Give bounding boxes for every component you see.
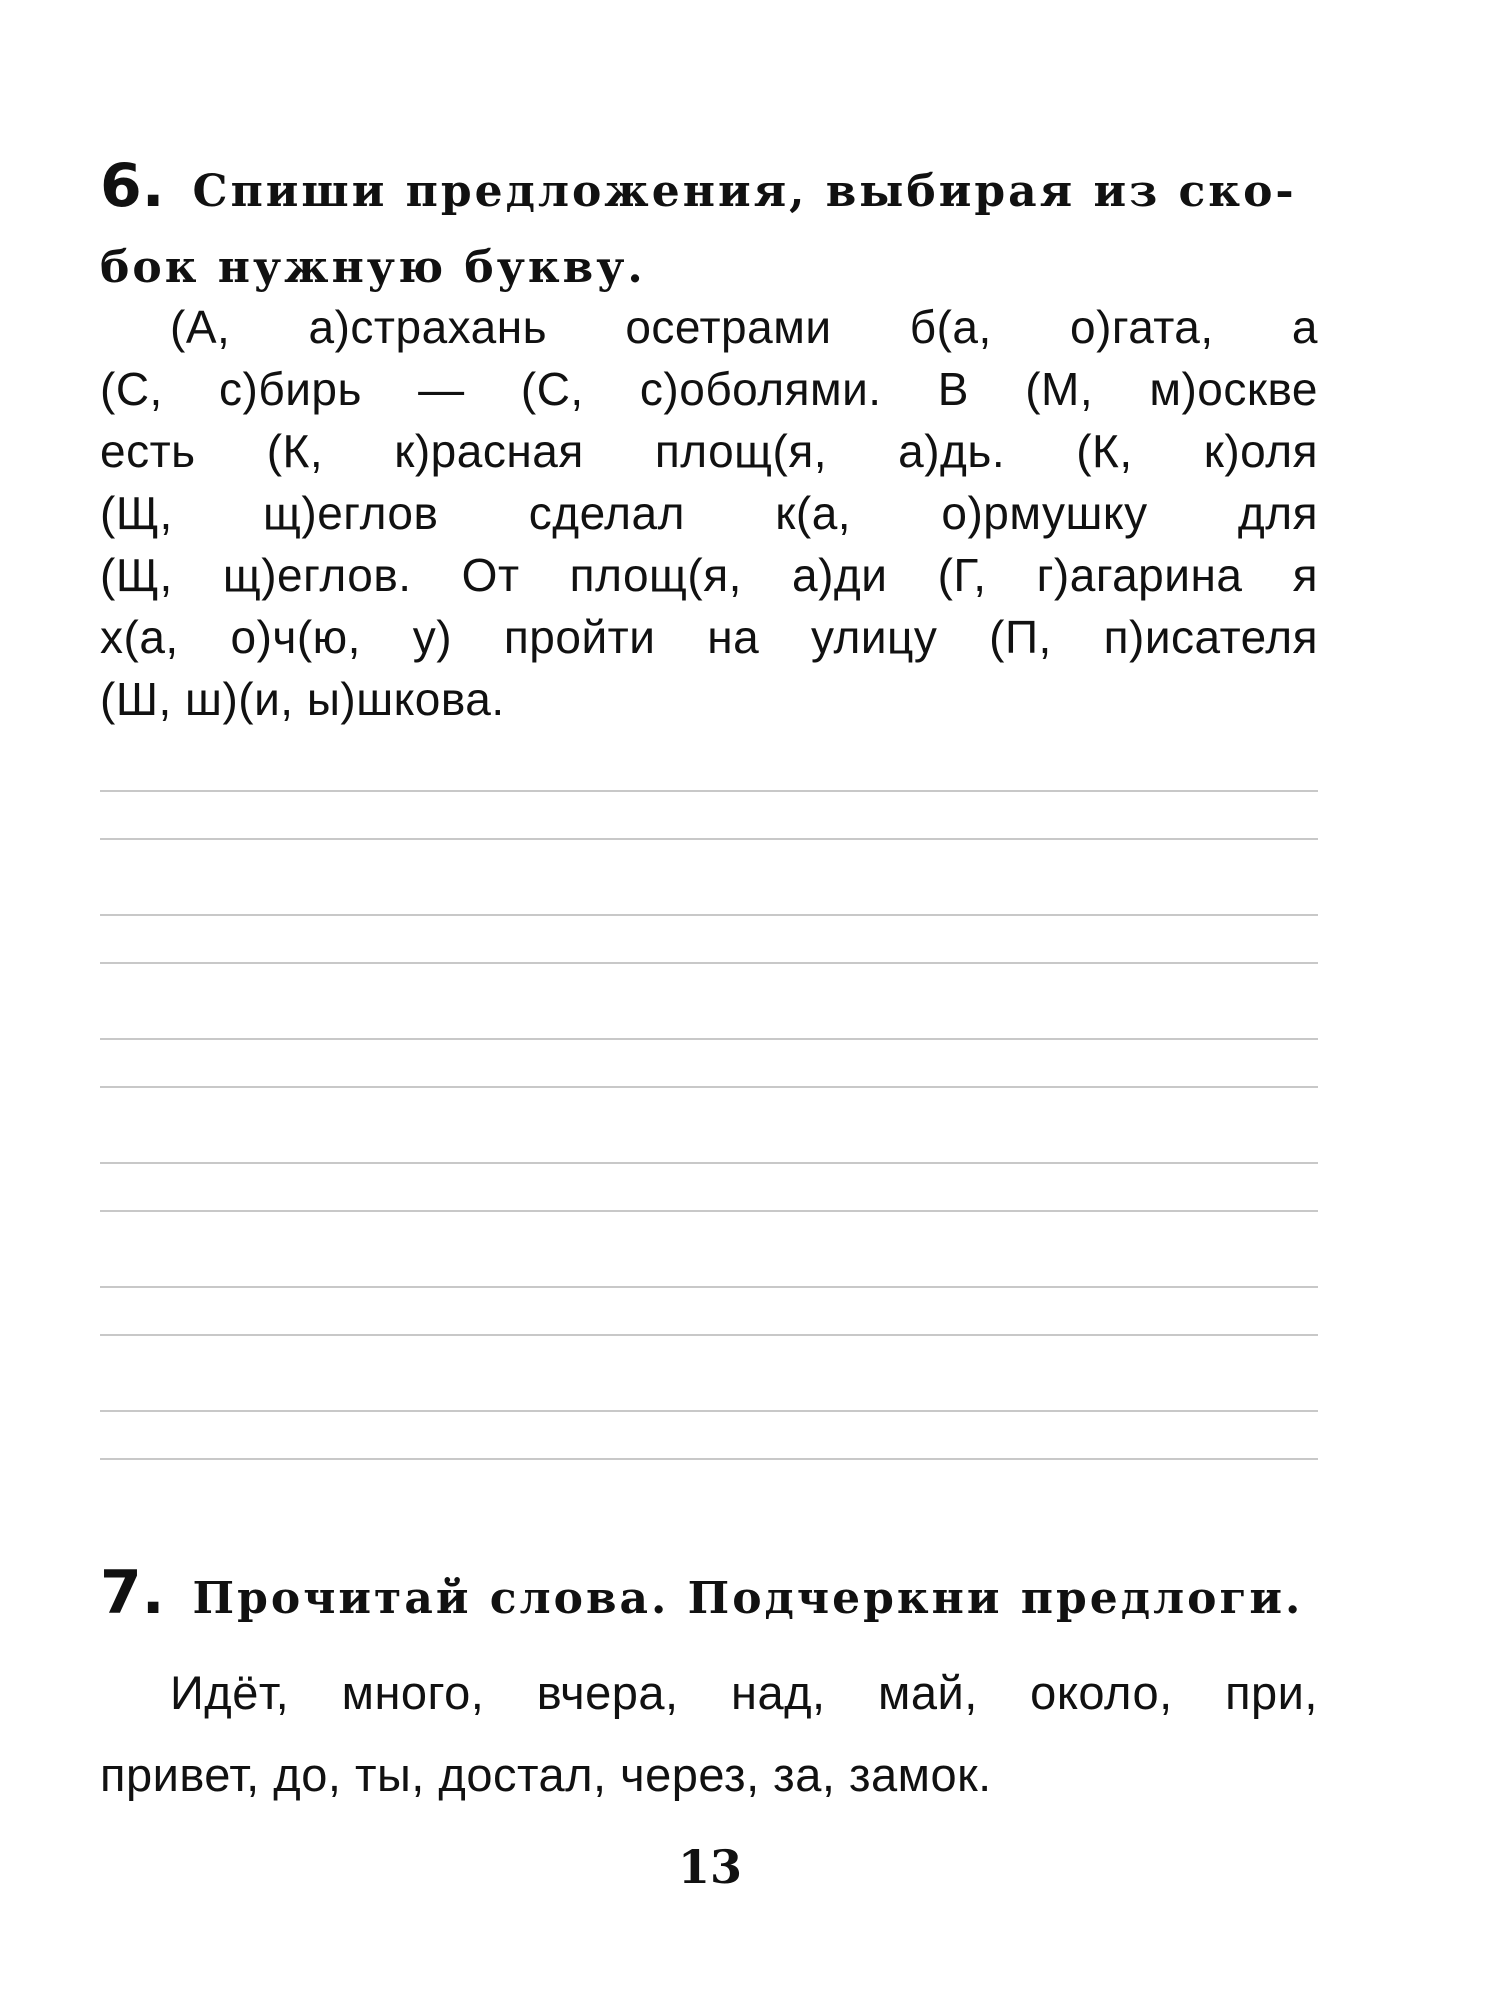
writing-rule-line bbox=[100, 914, 1318, 916]
writing-rule-line bbox=[100, 1210, 1318, 1212]
exercise-line: (Щ, щ)еглов. От площ(я, а)ди (Г, г)агарина я bbox=[100, 549, 1318, 601]
writing-lines[interactable] bbox=[100, 790, 1318, 1510]
exercise-line: (Щ, щ)еглов сделал к(а, о)рмушку для bbox=[100, 487, 1318, 539]
task-6-exercise-text bbox=[100, 296, 1318, 730]
task-7-word-list bbox=[100, 1652, 1318, 1816]
page-number: 13 bbox=[677, 1840, 742, 1894]
task-6-instruction-line-2: бок нужную букву. bbox=[100, 242, 646, 293]
task-7-instruction: Прочитай слова. Подчеркни предлоги. bbox=[192, 1573, 1304, 1624]
writing-rule-line bbox=[100, 1286, 1318, 1288]
writing-rule-line bbox=[100, 790, 1318, 792]
task-7-number: 7. bbox=[100, 1558, 165, 1628]
exercise-line: есть (К, к)расная площ(я, а)дь. (К, к)оля bbox=[100, 425, 1318, 477]
writing-rule-line bbox=[100, 1086, 1318, 1088]
writing-rule-line bbox=[100, 1458, 1318, 1460]
writing-rule-line bbox=[100, 1410, 1318, 1412]
word-list-line bbox=[100, 1652, 1318, 1734]
task-7-header bbox=[100, 1555, 1320, 1637]
writing-rule-line bbox=[100, 1162, 1318, 1164]
task-6-header bbox=[100, 148, 1320, 306]
writing-rule-line bbox=[100, 1038, 1318, 1040]
writing-rule-line bbox=[100, 838, 1318, 840]
exercise-line-text: (А, а)страхань осетрами б(а, о)гата, а bbox=[170, 301, 1318, 353]
task-6-number: 6. bbox=[100, 151, 165, 221]
word-list-line-text: Идёт, много, вчера, над, май, около, при, bbox=[170, 1666, 1318, 1719]
word-list-line: привет, до, ты, достал, через, за, замок. bbox=[100, 1748, 992, 1801]
writing-rule-line bbox=[100, 962, 1318, 964]
exercise-line: (Ш, ш)(и, ы)шкова. bbox=[100, 673, 505, 725]
exercise-line: (С, с)бирь — (С, с)оболями. В (М, м)оскве bbox=[100, 363, 1318, 415]
exercise-line: х(а, о)ч(ю, у) пройти на улицу (П, п)исателя bbox=[100, 611, 1318, 663]
exercise-line bbox=[100, 296, 1318, 358]
writing-rule-line bbox=[100, 1334, 1318, 1336]
task-6-instruction-line-1: Спиши предложения, выбирая из ско- bbox=[192, 166, 1297, 217]
